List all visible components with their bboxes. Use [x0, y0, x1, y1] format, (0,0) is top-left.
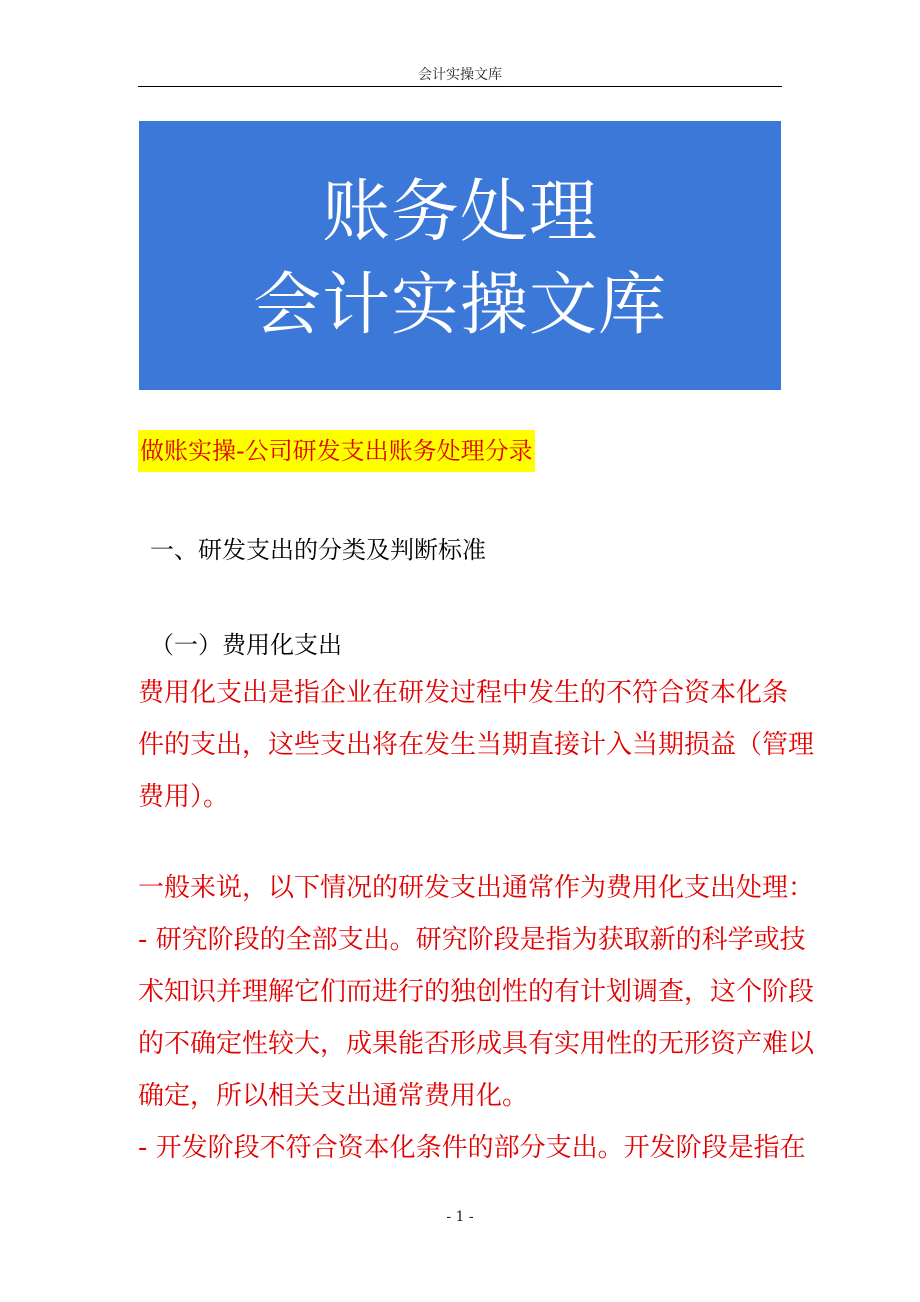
- paragraph-expense-definition: [138, 667, 815, 823]
- paragraph-line: 的不确定性较大，成果能否形成具有实用性的无形资产难以: [138, 1029, 815, 1059]
- banner-title-line1: 账务处理: [321, 173, 598, 252]
- paragraph-line: 费用化支出是指企业在研发过程中发生的不符合资本化条: [138, 678, 789, 708]
- cover-banner: [139, 121, 781, 390]
- page-number: - 1 -: [446, 1209, 474, 1225]
- paragraph-line: 费用）。: [138, 782, 230, 812]
- page-header-title: 会计实操文库: [418, 67, 502, 83]
- header-divider: [138, 86, 782, 87]
- paragraph-line: 确定，所以相关支出通常费用化。: [138, 1081, 529, 1111]
- section-heading: 一、研发支出的分类及判断标准: [150, 536, 486, 564]
- banner-title-line2: 会计实操文库: [252, 266, 667, 345]
- paragraph-expense-cases: [138, 862, 815, 1174]
- paragraph-line: 术知识并理解它们而进行的独创性的有计划调查，这个阶段: [138, 977, 815, 1007]
- paragraph-line: - 开发阶段不符合资本化条件的部分支出。开发阶段是指在: [138, 1133, 806, 1163]
- subsection-heading: （一）费用化支出: [150, 631, 342, 659]
- paragraph-line: 件的支出，这些支出将在发生当期直接计入当期损益（管理: [138, 730, 815, 760]
- paragraph-line: 一般来说，以下情况的研发支出通常作为费用化支出处理：: [138, 873, 815, 903]
- paragraph-line: - 研究阶段的全部支出。研究阶段是指为获取新的科学或技: [138, 925, 806, 955]
- document-title: 做账实操-公司研发支出账务处理分录: [138, 430, 535, 472]
